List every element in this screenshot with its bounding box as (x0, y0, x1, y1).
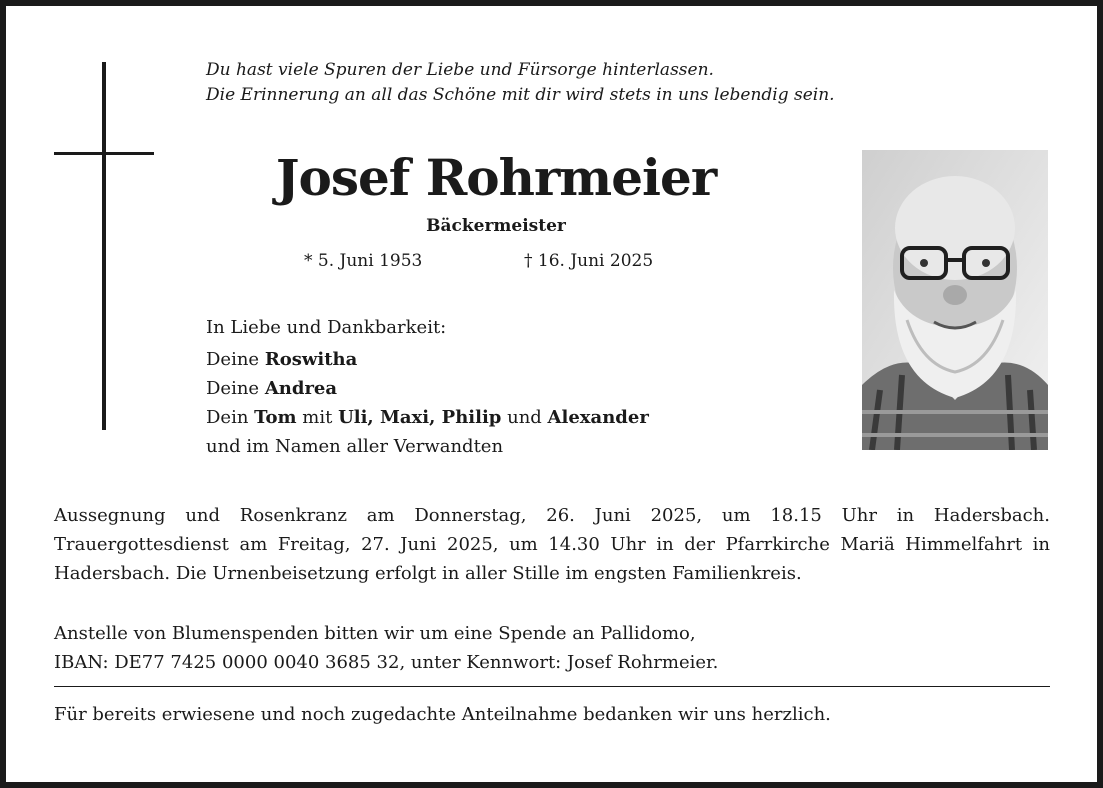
mourner-connector: und (501, 407, 548, 428)
mourner-name: Alexander (547, 407, 649, 428)
deceased-name: Josef Rohrmeier (275, 148, 717, 207)
motto-line-1: Du hast viele Spuren der Liebe und Fürsorge hinterlassen. (206, 60, 714, 80)
cross-vertical-bar (102, 62, 106, 430)
mourner-line-4: und im Namen aller Verwandten (206, 436, 504, 457)
divider (54, 686, 1050, 687)
service-info: Aussegnung und Rosenkranz am Donnerstag, 26. Juni 2025, um 18.15 Uhr in Hadersbach. Trauergottesdienst am Freitag, 27. Juni 2025, um 14.30 Uhr in der Pfarrkirche Mariä Himmelfahrt in Hadersbach. Die Urnenbeisetzung erfolgt in aller Stille im engsten Familienkreis. (54, 505, 1050, 584)
cross-horizontal-bar (54, 152, 154, 155)
motto (206, 58, 1006, 108)
mourners-list (206, 345, 649, 461)
mourner-line-3 (206, 403, 649, 432)
donation-line-2: IBAN: DE77 7425 0000 0040 3685 32, unter Kennwort: Josef Rohrmeier. (54, 652, 719, 673)
donation-request (54, 619, 1050, 677)
mourner-connector: mit (296, 407, 339, 428)
portrait-illustration (862, 150, 1048, 450)
birth-date: * 5. Juni 1953 (304, 251, 423, 271)
deceased-profession: Bäckermeister (426, 216, 566, 236)
mourners-intro: In Liebe und Dankbarkeit: (206, 317, 447, 338)
mourner-name: Tom (254, 407, 297, 428)
mourner-name: Andrea (264, 378, 338, 399)
mourner-name: Uli, Maxi, Philip (338, 407, 502, 428)
thanks-note: Für bereits erwiesene und noch zugedachte Anteilnahme bedanken wir uns herzlich. (54, 704, 831, 725)
death-date: † 16. Juni 2025 (524, 251, 654, 271)
motto-line-2: Die Erinnerung an all das Schöne mit dir wird stets in uns lebendig sein. (206, 85, 835, 105)
mourner-prefix: Deine (206, 349, 265, 370)
mourner-line-2 (206, 374, 649, 403)
donation-line-1: Anstelle von Blumenspenden bitten wir um eine Spende an Pallidomo, (54, 623, 696, 644)
mourner-prefix: Deine (206, 378, 265, 399)
mourner-name: Roswitha (264, 349, 358, 370)
mourner-line-1 (206, 345, 649, 374)
mourner-prefix: Dein (206, 407, 255, 428)
portrait-photo (862, 150, 1048, 450)
